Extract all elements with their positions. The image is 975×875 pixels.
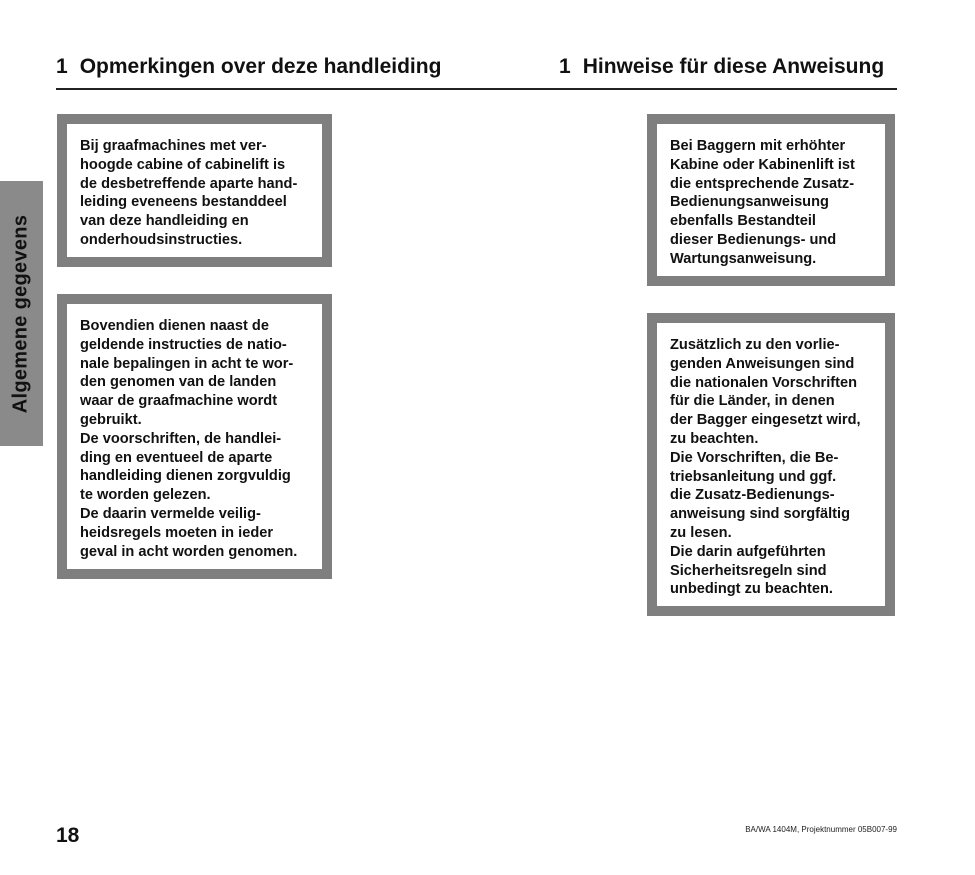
note-box-dutch-2 (57, 294, 332, 579)
note-box-german-1 (647, 114, 895, 286)
heading-dutch (56, 54, 441, 80)
note-text-dutch-1: Bij graafmachines met ver- hoogde cabine of cabinelift is de desbetreffende aparte hand- leiding eveneens bestanddeel van deze handleiding en onderhoudsinstructies. (80, 138, 298, 248)
note-box-german-2 (647, 313, 895, 616)
heading-divider (56, 88, 897, 90)
heading-dutch-number: 1 (56, 55, 68, 78)
section-side-tab (0, 181, 43, 446)
heading-german-title: Hinweise für diese Anweisung (582, 55, 885, 78)
note-text-german-2: Zusätzlich zu den vorlie- genden Anweisungen sind die nationalen Vorschriften für die Länder, in denen der Bagger eingesetzt wird, zu beachten. Die Vorschriften, die Be- triebsanleitung und ggf. die Zusatz-Bedienungs- anweisung sind sorgfältig zu lesen. Die darin aufgeführten Sicherheitsregeln sind unbedingt zu beachten. (670, 337, 861, 598)
heading-german-number: 1 (559, 55, 571, 78)
page-number: 18 (56, 824, 80, 847)
note-text-german-1: Bei Baggern mit erhöhter Kabine oder Kabinenlift ist die entsprechende Zusatz- Bedienungsanweisung ebenfalls Bestandteil dieser Bedienungs- und Wartungsanweisung. (670, 138, 855, 267)
heading-german (559, 54, 884, 80)
document-reference: BA/WA 1404M, Projektnummer 05B007-99 (745, 825, 897, 834)
heading-dutch-title: Opmerkingen over deze handleiding (79, 55, 442, 78)
section-side-tab-label: Algemene gegevens (9, 214, 32, 414)
note-box-dutch-1 (57, 114, 332, 267)
note-text-dutch-2: Bovendien dienen naast de geldende instructies de natio- nale bepalingen in acht te wor- den genomen van de landen waar de graafmachine wordt gebruikt. De voorschriften, de handlei- ding en eventueel de aparte handleiding dienen zorgvuldig te worden gelezen. De daarin vermelde veilig- heidsregels moeten in ieder geval in acht worden genomen. (80, 318, 298, 560)
